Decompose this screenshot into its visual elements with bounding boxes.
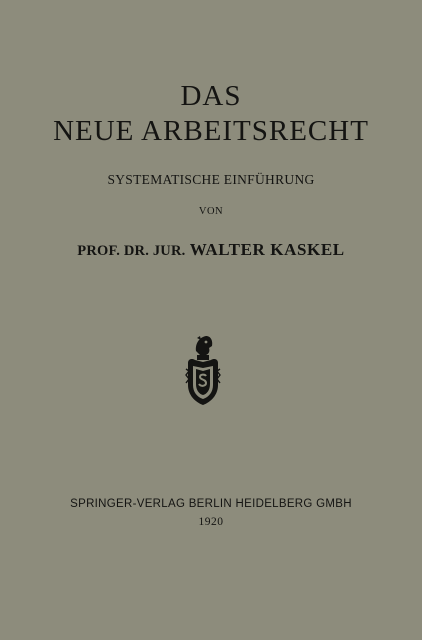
springer-knight-logo-icon: [182, 333, 224, 407]
author-prefix: PROF. DR. JUR.: [77, 243, 186, 259]
by-line: VON: [198, 206, 224, 217]
author: [0, 240, 422, 260]
subtitle: SYSTEMATISCHE EINFÜHRUNG: [107, 172, 315, 187]
publisher: SPRINGER-VERLAG BERLIN HEIDELBERG GMBH: [70, 498, 352, 510]
title-line-1: DAS: [180, 80, 242, 112]
author-name: WALTER KASKEL: [189, 240, 345, 259]
title-line-2: NEUE ARBEITSRECHT: [53, 115, 369, 147]
publication-year: 1920: [198, 516, 224, 528]
